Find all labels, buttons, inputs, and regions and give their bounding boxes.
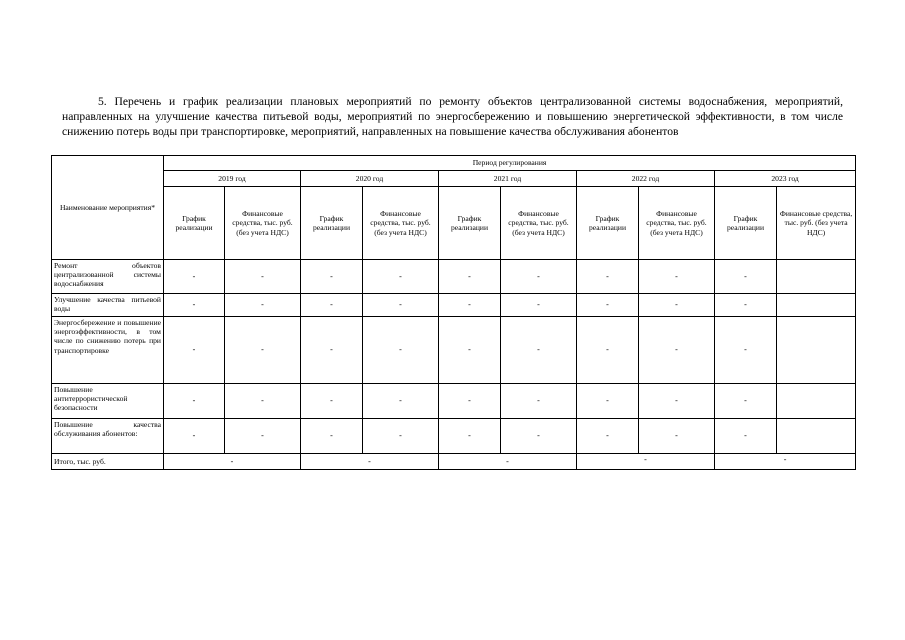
table-cell: -	[301, 384, 363, 419]
table-cell: -	[363, 317, 439, 384]
table-cell	[777, 294, 856, 317]
table-cell: -	[225, 384, 301, 419]
name-column-header: Наименование мероприятия*	[52, 156, 164, 260]
table-cell: -	[501, 317, 577, 384]
table-cell: -	[577, 384, 639, 419]
year-header: 2021 год	[439, 171, 577, 187]
total-row	[52, 454, 856, 470]
table-cell: -	[715, 419, 777, 454]
schedule-header: График реализации	[577, 187, 639, 260]
table-row	[52, 384, 856, 419]
schedule-header: График реализации	[164, 187, 225, 260]
table-cell: -	[639, 384, 715, 419]
table-row	[52, 419, 856, 454]
total-cell: -	[577, 454, 715, 470]
table-cell	[777, 260, 856, 294]
table-cell: -	[363, 419, 439, 454]
table-cell: -	[225, 260, 301, 294]
table-cell: -	[439, 294, 501, 317]
measures-table	[51, 155, 856, 470]
table-cell	[777, 317, 856, 384]
table-cell: -	[639, 260, 715, 294]
table-cell: -	[501, 260, 577, 294]
table-cell: -	[301, 294, 363, 317]
table-cell: -	[301, 260, 363, 294]
table-cell: -	[363, 294, 439, 317]
table-cell: -	[639, 294, 715, 317]
schedule-header: График реализации	[715, 187, 777, 260]
finance-header: Финансовые средства, тыс. руб. (без учета НДС)	[639, 187, 715, 260]
table-row	[52, 317, 856, 384]
years-row	[52, 171, 856, 187]
finance-header: Финансовые средства, тыс. руб. (без учета НДС)	[501, 187, 577, 260]
table-cell: -	[439, 260, 501, 294]
table-cell: -	[225, 419, 301, 454]
total-cell: -	[301, 454, 439, 470]
table-row	[52, 294, 856, 317]
section-heading-text: 5. Перечень и график реализации плановых мероприятий по ремонту объектов централизованной системы водоснабжения, мероприятий, направленных на улучшение качества питьевой воды, мероприятий по энергосбережению и повышению энергетической эффективности, в том числе снижению потерь воды при транспортировке, мероприятий, направленных на повышение качества обслуживания абонентов	[62, 95, 843, 138]
year-header: 2023 год	[715, 171, 856, 187]
table-cell: -	[164, 317, 225, 384]
table-cell: -	[577, 294, 639, 317]
table-cell: -	[301, 419, 363, 454]
table-row	[52, 260, 856, 294]
table-cell: -	[164, 384, 225, 419]
row-name: Улучшение качества питьевой воды	[52, 294, 164, 317]
row-name: Повышение антитеррористической безопасности	[52, 384, 164, 419]
schedule-header: График реализации	[439, 187, 501, 260]
schedule-header: График реализации	[301, 187, 363, 260]
table-cell: -	[577, 260, 639, 294]
table-cell: -	[715, 260, 777, 294]
table-cell: -	[715, 294, 777, 317]
table-cell: -	[225, 294, 301, 317]
table-cell: -	[363, 260, 439, 294]
table-cell: -	[439, 384, 501, 419]
table-cell: -	[715, 384, 777, 419]
total-cell: -	[715, 454, 856, 470]
section-heading	[62, 94, 843, 139]
table-cell: -	[577, 419, 639, 454]
table-cell: -	[363, 384, 439, 419]
row-name: Повышение качества обслуживания абонентов:	[52, 419, 164, 454]
year-header: 2022 год	[577, 171, 715, 187]
table-cell: -	[501, 384, 577, 419]
table-cell: -	[164, 294, 225, 317]
table-cell: -	[501, 294, 577, 317]
table-cell: -	[301, 317, 363, 384]
table-cell: -	[439, 419, 501, 454]
year-header: 2020 год	[301, 171, 439, 187]
finance-header: Финансовые средства, тыс. руб. (без учета НДС)	[225, 187, 301, 260]
table-cell: -	[164, 260, 225, 294]
table-cell: -	[501, 419, 577, 454]
finance-header: Финансовые средства, тыс. руб. (без учета НДС)	[363, 187, 439, 260]
table-cell: -	[639, 317, 715, 384]
table-cell: -	[225, 317, 301, 384]
table-cell: -	[577, 317, 639, 384]
row-name: Ремонт объектов централизованной системы водоснабжения	[52, 260, 164, 294]
table-cell	[777, 419, 856, 454]
table-cell: -	[439, 317, 501, 384]
subheader-row	[52, 187, 856, 260]
total-label: Итого, тыс. руб.	[52, 454, 164, 470]
table-cell: -	[715, 317, 777, 384]
total-cell: -	[164, 454, 301, 470]
period-header: Период регулирования	[164, 156, 856, 171]
table-cell: -	[164, 419, 225, 454]
year-header: 2019 год	[164, 171, 301, 187]
row-name: Энергосбережение и повышение энергоэффективности, в том числе по снижению потерь при транспортировке	[52, 317, 164, 384]
table-cell: -	[639, 419, 715, 454]
table-cell	[777, 384, 856, 419]
finance-header: Финансовые средства, тыс. руб. (без учета НДС)	[777, 187, 856, 260]
total-cell: -	[439, 454, 577, 470]
